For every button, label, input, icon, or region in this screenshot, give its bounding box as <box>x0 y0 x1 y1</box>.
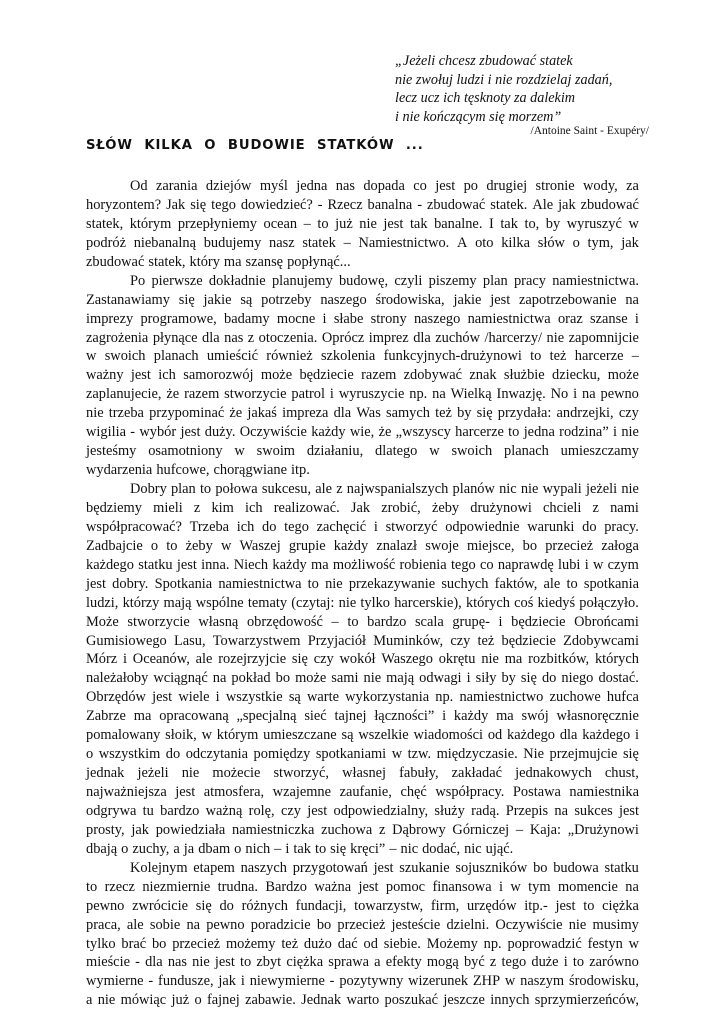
paragraph-line: dbają o zuchy, a ja dbam o nich – i tak to się kręci” – nic dodać, nic ująć. <box>86 840 514 857</box>
epigraph-quote <box>395 52 655 138</box>
paragraph-line: wigilia - wybór jest duży. Oczywiście każdy wie, że „wszyscy harcerze to jedna rodzina” i nie <box>86 424 639 441</box>
paragraph-line: zaplanujecie, że razem stworzycie patrol i wyruszycie np. na Wielką Inwazję. No i na pewno <box>86 386 639 403</box>
paragraph-line: statek, którym przepłyniemy ocean – to już nie jest tak banalne. I tak to, by wyruszyć w <box>86 215 639 232</box>
paragraph-first-line: Po pierwsze dokładnie planujemy budowę, czyli piszemy plan pracy namiestnictwa. <box>130 272 639 289</box>
paragraph-line: horyzontem? Jak się tego dowiedzieć? - Rzecz banalna - zbudować statek. Ale jak zbudować <box>86 196 639 213</box>
paragraph-line: Może stworzycie własną obrzędowość – to bardzo scala grupę- i będziecie Obrońcami <box>86 613 639 630</box>
paragraph-line: będziemy mieli z kim ich realizować. Jak zrobić, żeby drużynowi chcieli z nami <box>86 499 639 516</box>
paragraph-line: Mórz i Oceanów, ale rozejrzyjcie się czy wokół Waszego okrętu nie ma rozbitków, których <box>86 651 639 668</box>
paragraph-line: współpracować? Trzeba ich do tego zachęcić i stworzyć odpowiednie warunki do pracy. <box>86 518 639 535</box>
epigraph-line: i nie kończącym się morzem” <box>395 108 562 125</box>
paragraph-line: podróż niebanalną budujemy nasz statek – Namiestnictwo. A oto kilka słów o tym, jak <box>86 234 639 251</box>
document-title: SŁÓW KILKA O BUDOWIE STATKÓW ... <box>86 138 424 153</box>
paragraph-line: imprezy programowe, badamy mocne i słabe strony naszego namiestnictwa oraz szanse i <box>86 310 639 327</box>
paragraph-line: najważniejsza jest atmosfera, wzajemne zaufanie, chęć współpracy. Postawa namiestnika <box>86 784 639 800</box>
paragraph-line: wydarzenia hufcowe, chorągwiane itp. <box>86 462 310 479</box>
paragraph-line: ważny jest ich samorozwój może będziecie razem zdobywać znak służbie dziecku, może <box>86 367 639 384</box>
paragraph-first-line: Kolejnym etapem naszych przygotowań jest szukanie sojuszników bo budowa statku <box>130 859 639 876</box>
paragraph-line: praca, ale sobie na pewno poradzicie bo przecież jesteście dzielni. Oczywiście nie musimy <box>86 916 639 933</box>
paragraph-first-line: Dobry plan to połowa sukcesu, ale z najwspanialszych planów nic nie wypali jeżeli nie <box>130 481 639 497</box>
paragraph-line: Obrzędów jest wiele i wszystkie są warte wykorzystania np. namiestnictwo zuchowe hufca <box>86 689 639 706</box>
paragraph-line: pewno zwrócicie się do różnych fundacji, towarzystw, firm, urzędów itp.- jest to ciężka <box>86 897 639 914</box>
paragraph-line: każdego statku jest inna. Niech każdy ma możliwość robienia tego co naprawdę lubi i w czym <box>86 556 639 573</box>
paragraph-line: o wszystkim do odczytania pomiędzy spotkaniami w tzw. międzyczasie. Nie przejmujcie się <box>86 746 639 763</box>
paragraph-line: zagrożenia płynące dla nas z otoczenia. Oprócz imprez dla zuchów /harcerzy/ nie zapomnijcie <box>86 329 639 346</box>
article-body <box>86 177 639 1010</box>
epigraph-line: „Jeżeli chcesz zbudować statek <box>395 53 573 69</box>
paragraph-line: w swoich planach umieścić również szkolenia funkcyjnych-drużynowi to też harcerze – <box>86 348 639 365</box>
epigraph-line: nie zwołuj ludzi i nie rozdzielaj zadań, <box>395 71 613 88</box>
paragraph-line: to rzecz niezmiernie trudna. Bardzo ważna jest pomoc finansowa i w tym momencie na <box>86 878 639 895</box>
paragraph-line: jesteśmy osamotniony w swoim działaniu, dlatego w swoich planach umieszczamy <box>86 443 639 460</box>
paragraph-line: a nie mówiąc już o fajnej zabawie. Jednak warto poszukać jeszcze innych sprzymierzeńców, <box>86 992 639 1009</box>
paragraph-line: należałoby wciągnąć na pokład bo może sami nie mają odwagi i siły by się do niego dostać. <box>86 670 639 687</box>
paragraph-line: nie trzeba przypominać że jakaś impreza dla Was samych też by się przydała: andrzejki, czy <box>86 405 639 422</box>
paragraph-line: odgrywa tu bardzo ważną rolę, czy jest odpowiedzialny, służy radą. Przepis na sukces jest <box>86 802 639 819</box>
paragraph-line: tylko brać bo przecież możemy też dużo dać od siebie. Możemy np. poprowadzić festyn w <box>86 935 639 952</box>
paragraph-line: zbudować statek, który ma szansę popłynąć... <box>86 253 351 270</box>
paragraph-line: prosty, jak powiedziała namiestniczka zuchowa z Dąbrowy Górniczej – Kaja: „Drużynowi <box>86 821 639 838</box>
paragraph-line: mieście - dla nas nie jest to zbyt ciężka sprawa a efekty mogą być z tego duże i to zarówno <box>86 954 639 971</box>
epigraph-author: /Antoine Saint - Exupéry/ <box>530 125 649 137</box>
paragraph-line: jednak jeżeli nie możecie stworzyć, własnej fabuły, zakładać jednakowych chust, <box>86 765 639 782</box>
paragraph-line: Zastanawiamy się jakie są potrzeby naszego środowiska, jakie jest zapotrzebowanie na <box>86 291 639 308</box>
epigraph-line: lecz ucz ich tęsknoty za dalekim <box>395 90 576 106</box>
paragraph-line: pomalowany słoik, w którym umieszczane są wszelkie wiadomości od każdego dla każdego i <box>86 727 639 744</box>
paragraph-line: wymierne - fundusze, jak i niewymierne - pozytywny wizerunek ZHP w naszym środowisku, <box>86 973 639 990</box>
paragraph-line: Gumisiowego Lasu, Towarzystwem Przyjaciół Muminków, czy też będziecie Zdobywcami <box>86 632 639 649</box>
paragraph-line: Zabrze ma opracowaną „specjalną sieć tajnej łączności” i każdy ma swój własnoręcznie <box>86 708 639 725</box>
paragraph-line: jest dobry. Spotkania namiestnictwa to nie przekazywanie suchych faktów, ale to spotkania <box>86 575 639 592</box>
paragraph-first-line: Od zarania dziejów myśl jedna nas dopada co jest po drugiej stronie wody, za <box>130 178 639 194</box>
paragraph-line: ludzi, którzy mają wspólne tematy (czytaj: nie tylko harcerskie), których coś kiedyś połączyło. <box>86 594 639 611</box>
paragraph-line: Zadbajcie o to żeby w Waszej grupie każdy znalazł swoje miejsce, bo przecież załoga <box>86 537 639 554</box>
